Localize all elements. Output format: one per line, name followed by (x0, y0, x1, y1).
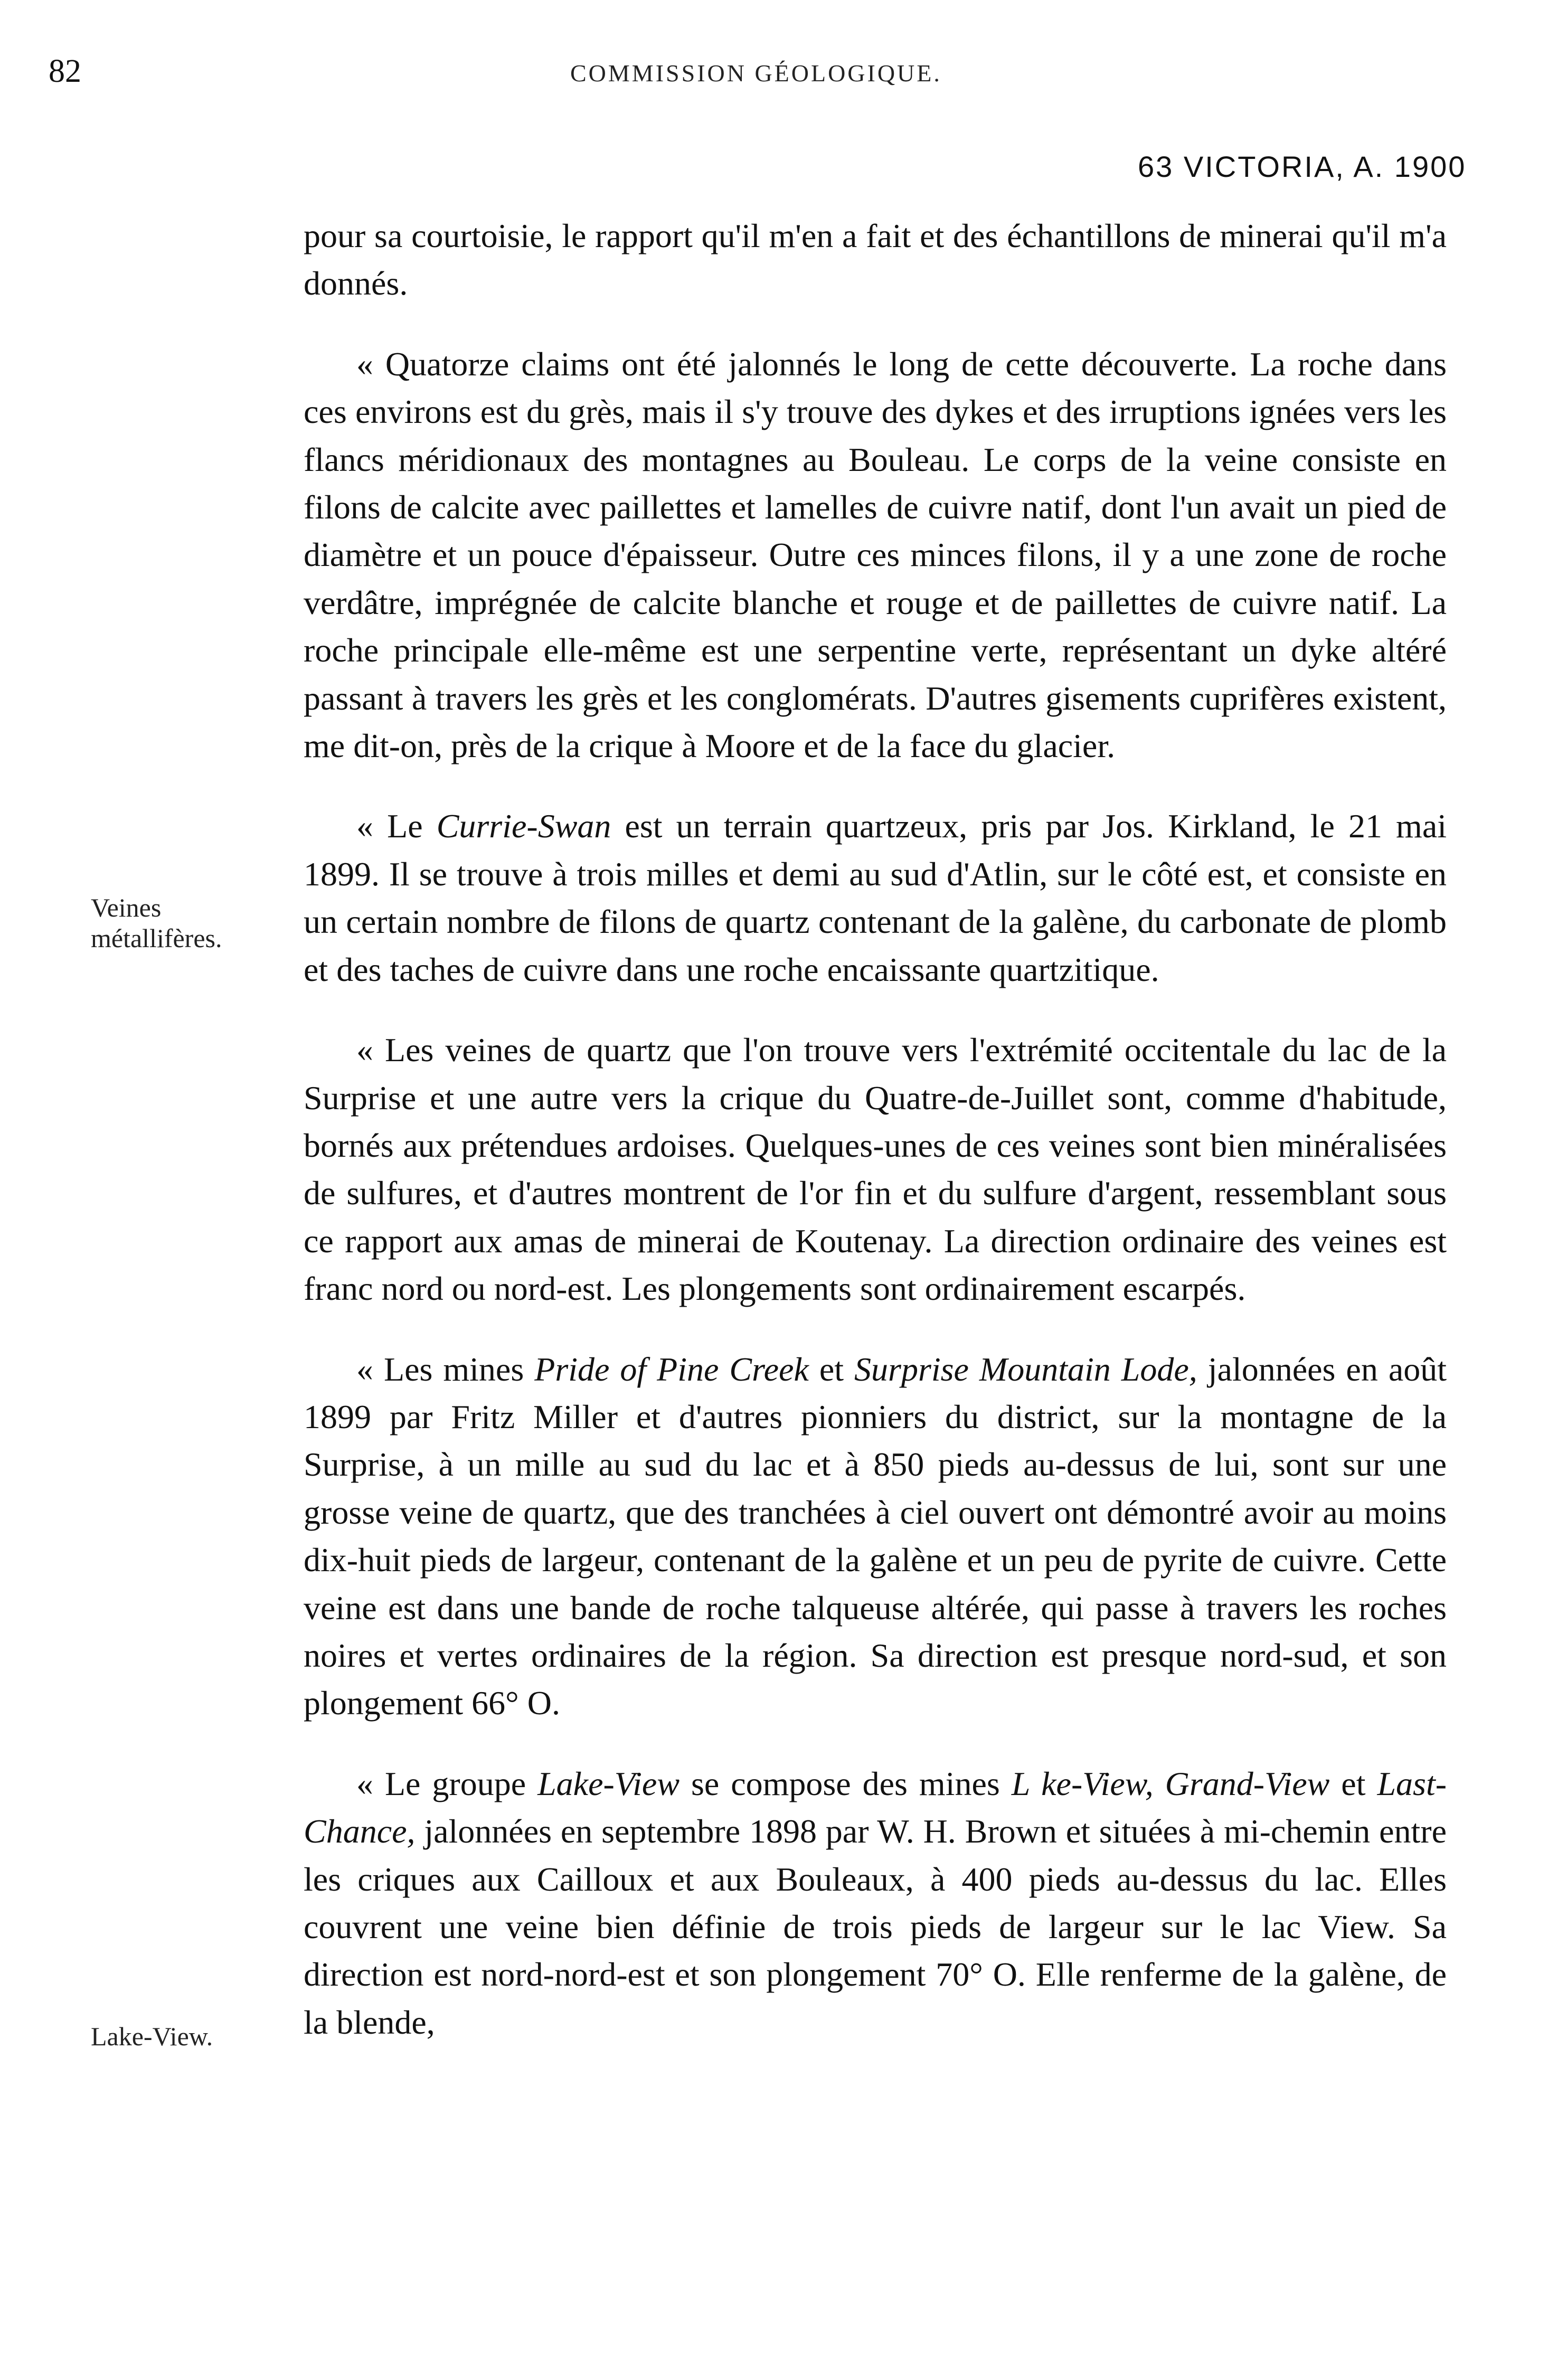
paragraph-lake-view (304, 1760, 1447, 2046)
text-run: jalonnées en septembre 1898 par W. H. Brown et situées à mi-chemin entre les criques aux Cailloux et aux Bouleaux, à 400 pieds au-dessus du lac. Elles couvrent une veine bien définie de trois pieds de largeur sur le lac View. Sa direction est nord-nord-est et son plongement 70° O. Elle renferme de la galène, de la blende, (304, 1812, 1447, 2041)
margin-note-lake-view (91, 2021, 213, 2052)
paragraph-veines-quartz: « Les veines de quartz que l'on trouve vers l'extrémité occitentale du lac de la Surprise et une autre vers la crique du Quatre-de-Juillet sont, comme d'habitude, bornés aux prétendues ardoises. Quelques-unes de ces veines sont bien minéralisées de sulfures, et d'autres montrent de l'or fin et du sulfure d'argent, ressemblant sous ce rapport aux amas de minerai de Koutenay. La direction ordinaire des veines est franc nord ou nord-est. Les plongements sont ordinairement escarpés. (304, 1031, 1447, 1308)
italic-run: Surprise Mountain Lode, (854, 1350, 1197, 1388)
margin-note-line: Lake-View. (91, 2022, 213, 2051)
text-run: « Les mines (356, 1350, 535, 1388)
text-run: et (1329, 1764, 1377, 1802)
text-run: et (808, 1350, 855, 1388)
text-run: « Le groupe (356, 1764, 538, 1802)
text-run: se compose des mines (679, 1764, 1012, 1802)
paragraph-currie-swan (304, 802, 1447, 994)
text-run: « Le (356, 807, 437, 845)
italic-run: L ke-View, Grand-View (1011, 1764, 1330, 1802)
text-run: est un terrain quartzeux, pris par Jos. Kirkland, le 21 mai 1899. Il se trouve à trois milles et demi au sud d'Atlin, sur le côté est, et consiste en un certain nombre de filons de quartz contenant de la galène, du carbonate de plomb et des taches de cuivre dans une roche encaissante quartzitique. (304, 807, 1447, 988)
running-title: COMMISSION GÉOLOGIQUE. (570, 60, 942, 87)
page-number: 82 (49, 53, 81, 89)
paragraph-pride-of-pine-creek (304, 1346, 1447, 1727)
margin-note-line: métallifères. (91, 923, 222, 953)
paragraph-quatorze-claims: « Quatorze claims ont été jalonnés le long de cette découverte. La roche dans ces environs est du grès, mais il s'y trouve des dykes et des irruptions ignées vers les flancs méridionaux des montagnes au Bouleau. Le corps de la veine consiste en filons de calcite avec paillettes et lamelles de cuivre natif, dont l'un avait un pied de diamètre et un pouce d'épaisseur. Outre ces minces filons, il y a une zone de roche verdâtre, imprégnée de calcite blanche et rouge et de paillettes de cuivre natif. La roche principale elle-même est une serpentine verte, représentant un dyke altéré passant à travers les grès et les conglomérats. D'autres gisements cuprifères existent, me dit-on, près de la crique à Moore et de la face du glacier. (304, 345, 1447, 765)
margin-note-veines (91, 892, 222, 953)
paragraph-continuation: pour sa courtoisie, le rapport qu'il m'en a fait et des échantillons de minerai qu'il m'a donnés. (304, 217, 1447, 303)
session-reference: 63 VICTORIA, A. 1900 (1138, 150, 1467, 183)
italic-run: Currie-Swan (436, 807, 611, 845)
body-text (304, 212, 1447, 2046)
italic-run: Lake-View (537, 1764, 679, 1802)
text-run: jalonnées en août 1899 par Fritz Miller et d'autres pionniers du district, sur la montagne de la Surprise, à un mille au sud du lac et à 850 pieds au-dessus de lui, sont sur une grosse veine de quartz, que des tranchées à ciel ouvert ont démontré avoir au moins dix-huit pieds de largeur, contenant de la galène et un peu de pyrite de cuivre. Cette veine est dans une bande de roche talqueuse altérée, qui passe à travers les roches noires et vertes ordinaires de la région. Sa direction est presque nord-sud, et son plongement 66° O. (304, 1350, 1447, 1722)
italic-run: Last-Chance, (304, 1764, 1447, 1850)
italic-run: Pride of Pine Creek (534, 1350, 809, 1388)
margin-note-line: Veines (91, 893, 162, 922)
